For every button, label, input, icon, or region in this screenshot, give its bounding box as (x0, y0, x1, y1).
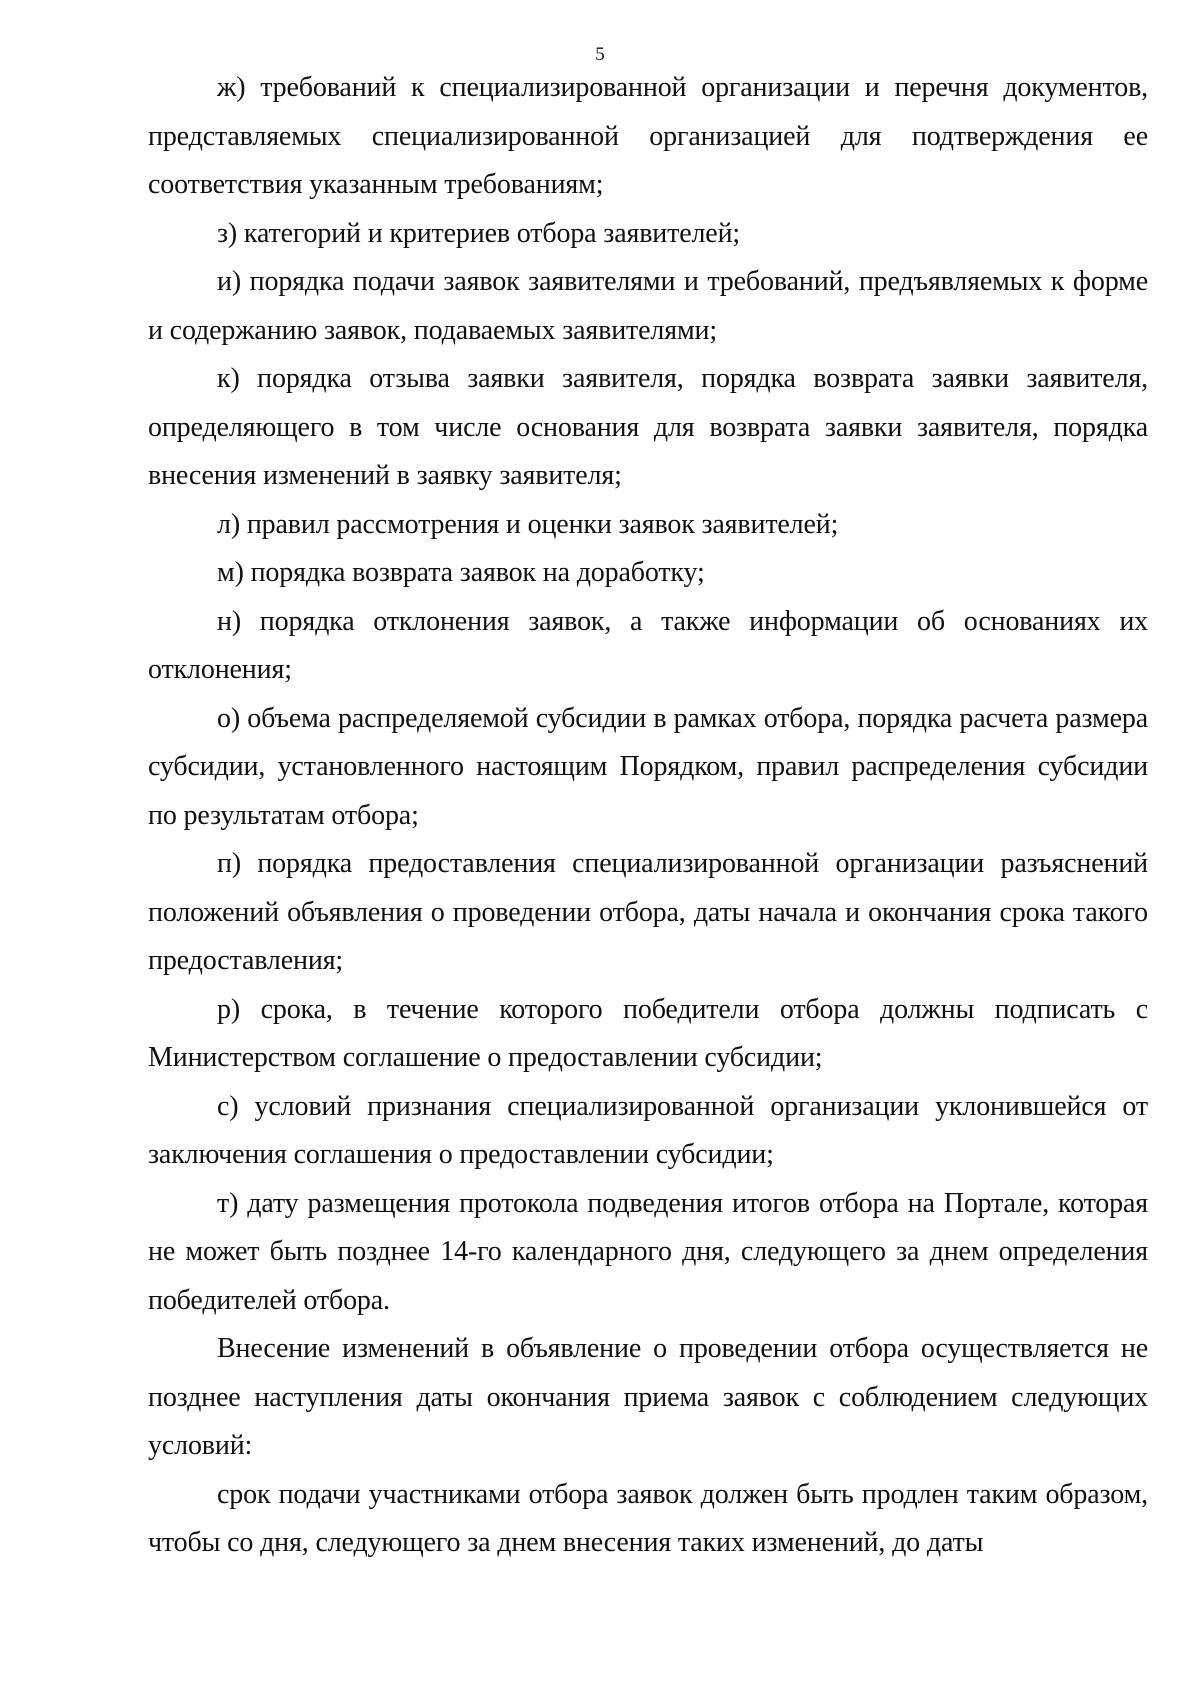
document-body (148, 64, 1148, 1568)
paragraph-deadline: срок подачи участниками отбора заявок должен быть продлен таким образом, чтобы со дня, следующего за днем внесения таких изменений, до даты (148, 1478, 1148, 1558)
paragraph-n: н) порядка отклонения заявок, а также информации об основаниях их отклонения; (148, 605, 1148, 685)
page-number: 5 (595, 44, 605, 65)
paragraph-m: м) порядка возврата заявок на доработку; (217, 557, 705, 588)
paragraph-k: к) порядка отзыва заявки заявителя, порядка возврата заявки заявителя, определяющего в том числе основания для возврата заявки заявителя, порядка внесения изменений в заявку заявителя; (148, 363, 1148, 491)
paragraph-i: и) порядка подачи заявок заявителями и требований, предъявляемых к форме и содержанию заявок, подаваемых заявителями; (148, 266, 1148, 346)
paragraph-s: с) условий признания специализированной организации уклонившейся от заключения соглашения о предоставлении субсидии; (148, 1090, 1148, 1170)
paragraph-r: р) срока, в течение которого победители отбора должны подписать с Министерством соглашение о предоставлении субсидии; (148, 993, 1148, 1073)
paragraph-zh: ж) требований к специализированной организации и перечня документов, представляемых специализированной организацией для подтверждения ее соответствия указанным требованиям; (148, 72, 1148, 200)
paragraph-p: п) порядка предоставления специализированной организации разъяснений положений объявления о проведении отбора, даты начала и окончания срока такого предоставления; (148, 848, 1148, 976)
paragraph-l: л) правил рассмотрения и оценки заявок заявителей; (217, 508, 839, 540)
paragraph-o: о) объема распределяемой субсидии в рамках отбора, порядка расчета размера субсидии, установленного настоящим Порядком, правил распределения субсидии по результатам отбора; (148, 702, 1148, 831)
paragraph-z: з) категорий и критериев отбора заявителей; (217, 217, 741, 249)
paragraph-t: т) дату размещения протокола подведения итогов отбора на Портале, которая не может быть позднее 14-го календарного дня, следующего за днем определения победителей отбора. (148, 1187, 1148, 1316)
paragraph-amendments: Внесение изменений в объявление о проведении отбора осуществляется не позднее наступления даты окончания приема заявок с соблюдением следующих условий: (148, 1333, 1148, 1461)
